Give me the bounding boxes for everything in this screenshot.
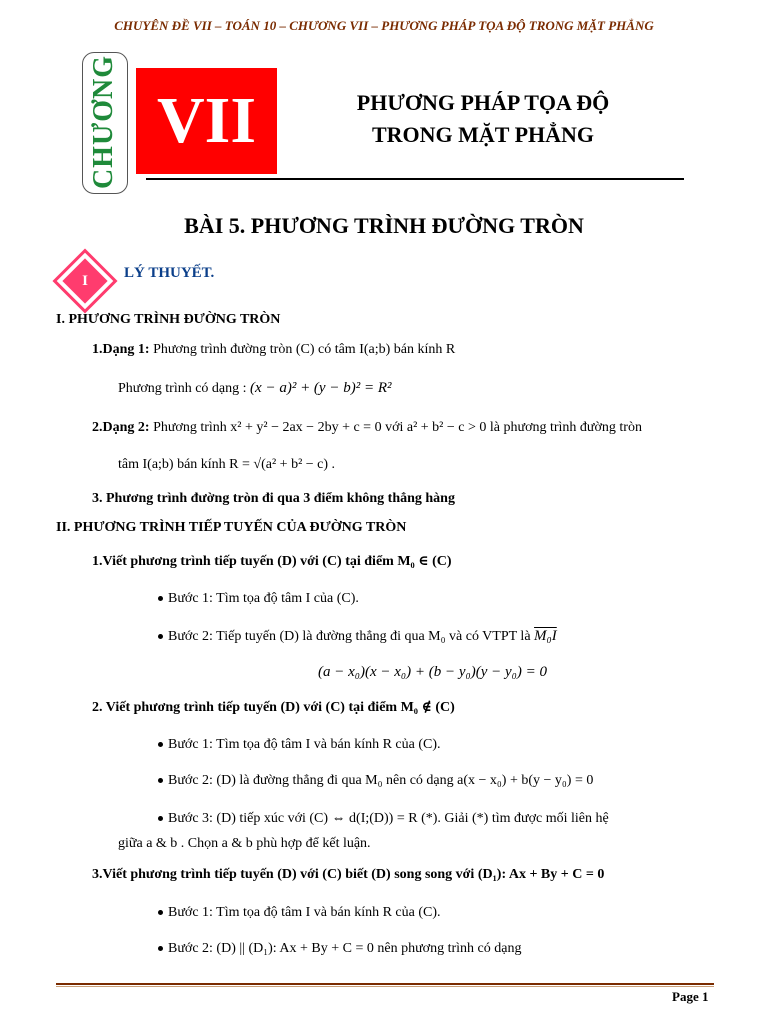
tangent1-vector: M₀I	[534, 628, 557, 644]
form1-label: 1.Dạng 1:	[92, 342, 150, 357]
running-header: CHUYÊN ĐỀ VII – TOÁN 10 – CHƯƠNG VII – PHƯƠNG PHÁP TỌA ĐỘ TRONG MẶT PHẲNG	[114, 18, 654, 33]
tangent2-step1	[158, 737, 441, 753]
tangent2-step3-text: Bước 3: (D) tiếp xúc với (C) ⇔ d(I;(D)) = R (*). Giải (*) tìm được mối liên hệ	[168, 811, 609, 826]
form2-label: 2.Dạng 2:	[92, 420, 150, 435]
chapter-label-text: CHƯƠNG	[88, 54, 120, 190]
section-badge: I	[82, 272, 88, 289]
chapter-title-line1: PHƯƠNG PHÁP TỌA ĐỘ	[356, 90, 610, 115]
bullet-icon	[158, 910, 163, 915]
three-points-heading: 3. Phương trình đường tròn đi qua 3 điểm không thẳng hàng	[92, 491, 455, 506]
form2-line	[92, 420, 642, 436]
tangent1-step2	[158, 628, 557, 645]
chapter-rule	[146, 178, 684, 180]
tangent3-step2	[158, 941, 521, 957]
bullet-icon	[158, 634, 163, 639]
tangent3-step2-text: Bước 2: (D) || (D₁): Ax + By + C = 0 nên phương trình có dạng	[168, 941, 522, 956]
tangent3-step1	[158, 905, 441, 921]
tangent1-formula: (a − x₀)(x − x₀) + (b − y₀)(y − y₀) = 0	[318, 664, 547, 680]
tangent2-step2-text: Bước 2: (D) là đường thẳng đi qua M₀ nên có dạng a(x − x₀) + b(y − y₀) = 0	[168, 773, 594, 788]
section-title: LÝ THUYẾT.	[124, 265, 215, 281]
bullet-icon	[158, 946, 163, 951]
tangent3-step1-text: Bước 1: Tìm tọa độ tâm I và bán kính R của (C).	[168, 905, 441, 920]
chapter-number-box	[136, 68, 277, 174]
tangent2-step1-text: Bước 1: Tìm tọa độ tâm I và bán kính R của (C).	[168, 737, 441, 752]
tangent2-step3-cont: giữa a & b . Chọn a & b phù hợp để kết luận.	[118, 836, 371, 851]
bullet-icon	[158, 742, 163, 747]
tangent1-step1-text: Bước 1: Tìm tọa độ tâm I của (C).	[168, 591, 359, 606]
footer-rule	[56, 983, 714, 985]
form1-form-label: Phương trình có dạng :	[118, 381, 247, 396]
form1-line	[92, 342, 455, 358]
tangent2-step3	[158, 811, 609, 827]
tangent2-heading: 2. Viết phương trình tiếp tuyến (D) với (C) tại điểm M₀ ∉ (C)	[92, 700, 455, 715]
form2-center-radius: tâm I(a;b) bán kính R = √(a² + b² − c) .	[118, 457, 336, 472]
bullet-icon	[158, 816, 163, 821]
bullet-icon	[158, 596, 163, 601]
chapter-title-line2: TRONG MẶT PHẲNG	[371, 122, 595, 147]
tangent1-heading: 1.Viết phương trình tiếp tuyến (D) với (C) tại điểm M₀ ∈ (C)	[92, 554, 452, 569]
heading-circle-equation: I. PHƯƠNG TRÌNH ĐƯỜNG TRÒN	[56, 312, 281, 327]
footer-rule-thin	[56, 986, 714, 987]
chapter-number: VII	[156, 84, 257, 157]
lesson-title: BÀI 5. PHƯƠNG TRÌNH ĐƯỜNG TRÒN	[184, 213, 584, 238]
tangent1-step2-text: Bước 2: Tiếp tuyến (D) là đường thẳng đi qua M₀ và có VTPT là	[168, 629, 531, 644]
form1-formula: (x − a)² + (y − b)² = R²	[250, 380, 392, 396]
tangent2-step2	[158, 773, 593, 789]
bullet-icon	[158, 778, 163, 783]
tangent1-step1	[158, 591, 359, 607]
page-number: Page 1	[672, 989, 709, 1004]
tangent3-heading: 3.Viết phương trình tiếp tuyến (D) với (C) biết (D) song song với (D₁): Ax + By + C = 0	[92, 867, 605, 882]
form1-formula-line	[118, 380, 392, 397]
chapter-label	[84, 54, 124, 190]
form2-text: Phương trình x² + y² − 2ax − 2by + c = 0 với a² + b² − c > 0 là phương trình đường tròn	[153, 420, 642, 435]
form1-text: Phương trình đường tròn (C) có tâm I(a;b) bán kính R	[153, 342, 456, 357]
heading-tangent: II. PHƯƠNG TRÌNH TIẾP TUYẾN CỦA ĐƯỜNG TRÒN	[56, 520, 407, 535]
